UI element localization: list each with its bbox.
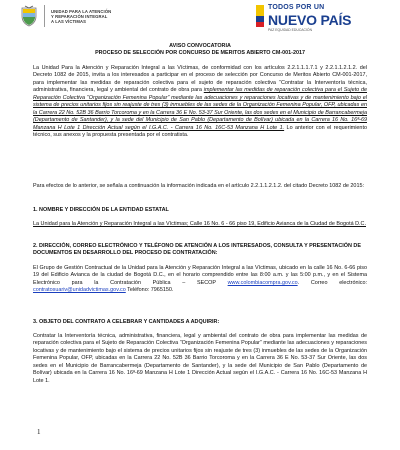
- page-number: 1: [37, 428, 41, 436]
- intro-emphasis: implementar las medidas de reparación colectiva para el Sujeto de Reparación Colectiva “Organización Femenina Popular”: [33, 87, 367, 101]
- email-link[interactable]: contratosuariv@unidadvictimas.gov.co: [33, 287, 126, 294]
- intro-text: Lo anterior con el requerimiento técnico, sus anexos y la propuesta presentada por el contratista.: [33, 124, 367, 139]
- section-1-heading: 1. NOMBRE Y DIRECCIÓN DE LA ENTIDAD ESTATAL: [33, 207, 169, 213]
- entity-logo: [20, 3, 200, 29]
- page-header: [0, 0, 400, 42]
- entity-name-line: A LAS VÍCTIMAS: [51, 18, 86, 24]
- flag-icon: [256, 5, 264, 27]
- section-2-text: . Correo electrónico:: [297, 279, 367, 286]
- coat-of-arms-icon: [20, 5, 38, 27]
- section-2-text: El Grupo de Gestión Contractual de la Unidad para la Atención y Reparación Integral a las Víctimas, ubicado en la calle 16 No. 6-66 piso 19 del Edificio Avianca de la ciudad de Bogotá D.C., en el horario comprendido entre las 8:00 a.m. y las 5:00 p.m., y en el Sistema Electrónico para la Contratación Pública – SECOP: [33, 265, 367, 286]
- section-2-heading: 2. DIRECCIÓN, CORREO ELECTRÓNICO Y TELÉFONO DE ATENCIÓN A LOS INTERESADOS, CONSULTA Y PRESENTACIÓN DE DOCUMENTOS EN DESARROLLO DEL PROCESO DE CONTRATACIÓN:: [33, 243, 361, 257]
- document-title: AVISO CONVOCATORIA: [169, 43, 231, 49]
- entity-name-line: Y REPARACIÓN INTEGRAL: [51, 13, 108, 19]
- section-3-body: Contratar la Interventoría técnica, administrativa, financiera, legal y ambiental del contrato de obra para implementar las medidas de reparación colectiva para el Sujeto de Reparación Colectiva “Organización Femenina Popular” mediante las adecuaciones y reparaciones locativas y de mantenimiento bajo el sistema de precios unitarios fijos sin reajuste de tres (3) inmuebles de las sedes de la Organización Femenina Popular, OFP, ubicadas en la Carrera 22 No. 52B 36 Barrio Torcoroma y en la Carrera 36 E No. 53-37 Sur Oriente, las dos sedes en el Municipio de Barrancabermeja (Departamento de Santander), y la sede del Municipio de San Pablo (Departamento de Bolívar) ubicada en la Carrera 16 No. 16ª-69 Manzana H Lote 1 Dirección Actual según el I.G.A.C. - Carrera 16 No. 16C-53 Manzana H Lote 1.: [33, 333, 367, 384]
- section-2-body: [33, 265, 367, 295]
- section-2-text: Teléfono: 7965150.: [125, 287, 174, 294]
- intro-text: La Unidad Para la Atención y Reparación Integral a las Víctimas, de conformidad con los artículos 2.2.1.1.1.7.1 y 2.2.1.1.2.1.2. del Decreto 1082 de 2015, invita a los interesados a participar en el proceso de selección por Concurso de Meritos Abierto CM-001-2017, para implementar las medidas de reparación colectiva para el sujeto de reparación colectiva “Contratar la Interventoría técnica, administrativa, financiera, legal y ambiental del contrato de obra para: [33, 65, 367, 94]
- entity-name-line: UNIDAD PARA LA ATENCIÓN: [51, 8, 112, 14]
- logo-divider: [44, 5, 45, 27]
- document-subtitle: PROCESO DE SELECCIÓN POR CONCURSO DE MERITOS ABIERTO CM-001-2017: [95, 50, 305, 56]
- effects-paragraph: Para efectos de lo anterior, se señala a continuación la información indicada en el artículo 2.2.1.1.2.1.2. del citado Decreto 1082 de 2015:: [33, 183, 364, 189]
- section-1-body: La Unidad para la Atención y Reparación Integral a las Víctimas; Calle 16 No. 6 - 66 piso 19, Edificio Avianca de la Ciudad de Bogotá D.C.: [33, 221, 366, 227]
- secop-link[interactable]: www.colombiacompra.gov.co: [227, 279, 298, 286]
- intro-paragraph: [33, 65, 367, 140]
- intro-emphasis: mediante las adecuaciones y reparaciones locativas y de mantenimiento bajo el sistema de precios unitarios fijos sin reajuste de tres (3) inmuebles de las sedes de la Organización Femenina Popular, OFP, ubicadas en la Carrera 22 No. 52B 36 Barrio Torcoroma y en la Carrera 36 E No. 53-37 Sur Oriente, las dos sedes en el Municipio de Barrancabermeja (Departamento de Santander), y la sede del Municipio de San Pablo (Departamento de Bolívar) ubicada en la Carrera 16 No. 16ª-69 Manzana H Lote 1 Dirección Actual según el I.G.A.C. - Carrera 16 No. 16C-53 Manzana H Lote 1.: [33, 94, 367, 131]
- gov-logo-top-text: TODOS POR UN: [268, 4, 325, 11]
- government-logo: [256, 2, 386, 32]
- gov-logo-sub-text: PAZ EQUIDAD EDUCACIÓN: [268, 28, 313, 32]
- entity-name-logo: [51, 9, 111, 24]
- section-3-heading: 3. OBJETO DEL CONTRATO A CELEBRAR Y CANTIDADES A ADQUIRIR:: [33, 319, 220, 325]
- gov-logo-main-text: NUEVO PAÍS: [268, 12, 352, 28]
